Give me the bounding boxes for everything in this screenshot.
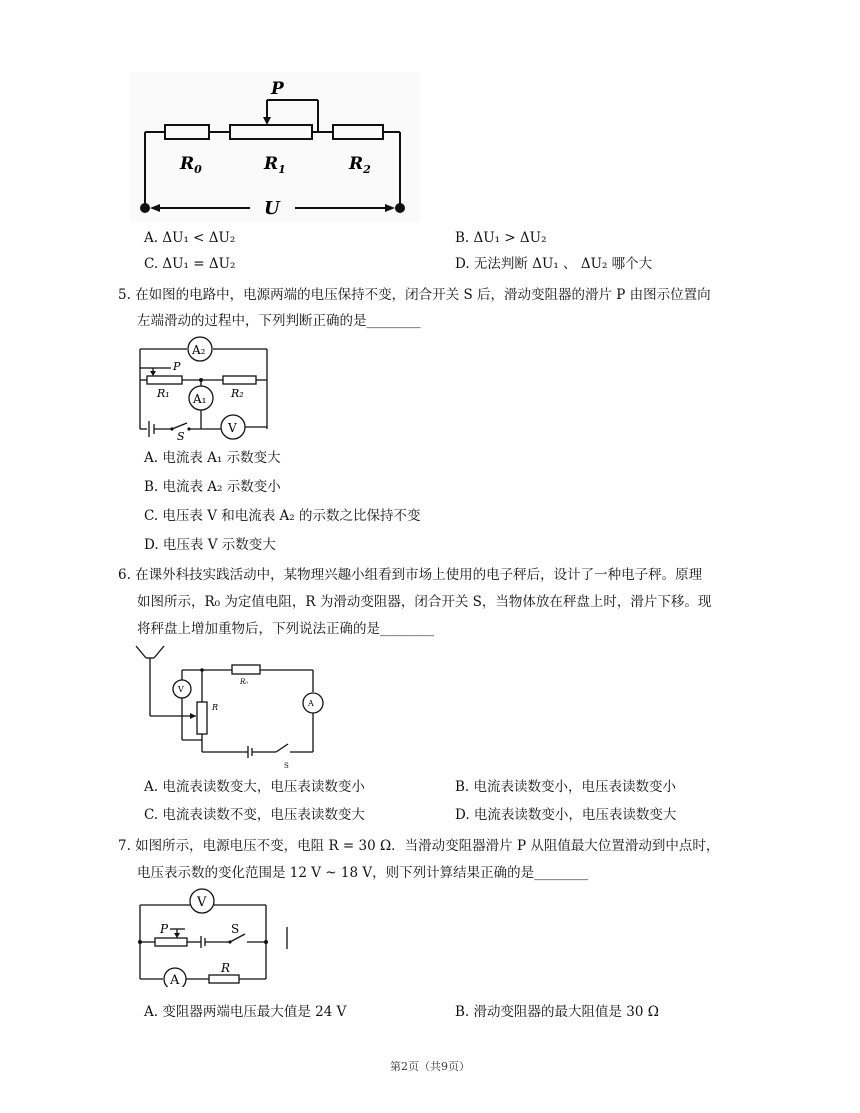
q7-label-v: V — [197, 895, 207, 910]
q6-label-a: A — [308, 699, 314, 708]
q5-stem-line1: 5. 在如图的电路中，电源两端的电压保持不变，闭合开关 S 后，滑动变阻器的滑片 P 由图示位置向 — [118, 287, 711, 303]
q4-option-c: C. ΔU₁ = ΔU₂ — [144, 256, 236, 272]
q5-label-a1: A₁ — [193, 392, 207, 406]
q5-option-d: D. 电压表 V 示数变大 — [144, 537, 276, 553]
q6-option-b: B. 电流表读数变小，电压表读数变小 — [455, 779, 677, 795]
q5-label-r2: R₂ — [231, 387, 244, 400]
q7-label-p: P — [160, 922, 169, 936]
q5-label-a2: A₂ — [192, 343, 206, 357]
q7-option-a: A. 变阻器两端电压最大值是 24 V — [144, 1004, 347, 1020]
q6-label-r: R — [212, 703, 219, 712]
q6-stem-line2: 如图所示，R₀ 为定值电阻，R 为滑动变阻器，闭合开关 S，当物体放在秤盘上时，滑片下移。现 — [137, 594, 712, 610]
q7-label-r: R — [221, 961, 231, 975]
q4-label-u: U — [264, 198, 280, 219]
q4-option-a: A. ΔU₁ < ΔU₂ — [144, 230, 236, 246]
q4-circuit-diagram — [130, 72, 420, 222]
q4-label-r0-sub: 0 — [194, 163, 202, 176]
q6-circuit-diagram — [130, 640, 330, 770]
q4-label-r1-sub: 1 — [278, 163, 286, 176]
q7-option-b: B. 滑动变阻器的最大阻值是 30 Ω — [455, 1004, 659, 1020]
q5-stem-line2: 左端滑动的过程中，下列判断正确的是________ — [137, 313, 421, 329]
q4-option-d: D. 无法判断 ΔU₁ 、 ΔU₂ 哪个大 — [455, 256, 653, 272]
q5-label-v: V — [228, 421, 237, 435]
q4-label-r2: R — [349, 154, 364, 174]
q5-option-c: C. 电压表 V 和电流表 A₂ 的示数之比保持不变 — [144, 508, 421, 524]
q4-label-r1: R — [264, 154, 279, 174]
q6-stem-line3: 将秤盘上增加重物后，下列说法正确的是________ — [137, 621, 434, 637]
q7-label-s: S — [231, 922, 240, 936]
q4-label-p: P — [271, 79, 284, 99]
q7-label-a: A — [170, 973, 180, 987]
q6-option-a: A. 电流表读数变大，电压表读数变小 — [144, 779, 365, 795]
q5-label-r1: R₁ — [157, 387, 170, 400]
q5-option-a: A. 电流表 A₁ 示数变大 — [144, 450, 281, 466]
q7-circuit-diagram — [135, 887, 295, 987]
q4-label-r0: R — [180, 154, 195, 174]
page-footer: 第2页（共9页） — [390, 1060, 470, 1073]
q4-label-r2-sub: 2 — [363, 163, 371, 176]
q6-stem-line1: 6. 在课外科技实践活动中，某物理兴趣小组看到市场上使用的电子秤后，设计了一种电子秤。原理 — [118, 567, 703, 583]
q6-label-s: S — [284, 762, 289, 770]
q5-label-s: S — [177, 430, 185, 443]
q6-option-c: C. 电流表读数不变，电压表读数变大 — [144, 807, 365, 823]
q5-label-p: P — [173, 360, 181, 373]
q7-stem-line2: 电压表示数的变化范围是 12 V ~ 18 V，则下列计算结果正确的是________ — [137, 865, 589, 881]
q6-label-r0: R₀ — [240, 678, 249, 686]
q7-stem-line1: 7. 如图所示，电源电压不变，电阻 R = 30 Ω．当滑动变阻器滑片 P 从阻值最大位置滑动到中点时， — [118, 838, 720, 854]
q4-option-b: B. ΔU₁ > ΔU₂ — [455, 230, 547, 246]
q6-label-v: V — [178, 685, 184, 694]
q6-option-d: D. 电流表读数变小，电压表读数变大 — [455, 807, 677, 823]
q5-circuit-diagram — [135, 334, 275, 444]
q5-option-b: B. 电流表 A₂ 示数变小 — [144, 479, 281, 495]
